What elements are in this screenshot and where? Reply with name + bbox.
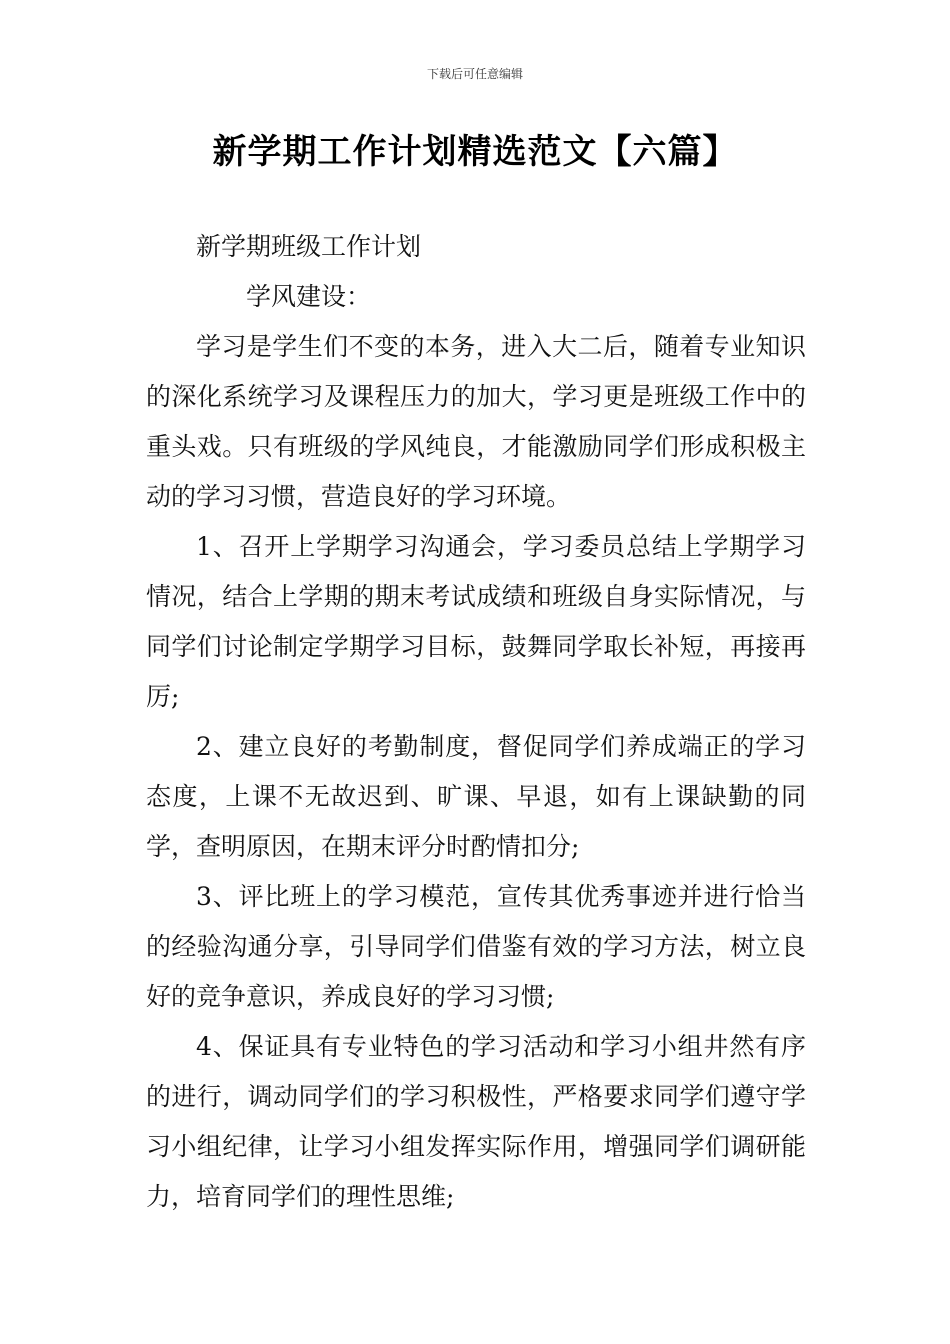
header-note: 下载后可任意编辑	[426, 67, 523, 81]
subtitle: 新学期班级工作计划	[196, 232, 422, 261]
section-heading: 学风建设：	[246, 282, 372, 311]
paragraph: 2、建立良好的考勤制度，督促同学们养成端正的学习态度，上课不无故迟到、旷课、早退，如有上课缺勤的同学，查明原因，在期末评分时酌情扣分;	[146, 732, 806, 861]
document-title: 新学期工作计划精选范文【六篇】	[212, 132, 738, 172]
document-body	[146, 222, 806, 1222]
paragraph: 学习是学生们不变的本务，进入大二后，随着专业知识的深化系统学习及课程压力的加大，学习更是班级工作中的重头戏。只有班级的学风纯良，才能激励同学们形成积极主动的学习习惯，营造良好的学习环境。	[146, 332, 806, 511]
paragraph: 1、召开上学期学习沟通会，学习委员总结上学期学习情况，结合上学期的期末考试成绩和班级自身实际情况，与同学们讨论制定学期学习目标，鼓舞同学取长补短，再接再厉;	[146, 532, 806, 711]
paragraph: 4、保证具有专业特色的学习活动和学习小组井然有序的进行，调动同学们的学习积极性，严格要求同学们遵守学习小组纪律，让学习小组发挥实际作用，增强同学们调研能力，培育同学们的理性思维;	[146, 1032, 806, 1211]
paragraph: 3、评比班上的学习模范，宣传其优秀事迹并进行恰当的经验沟通分享，引导同学们借鉴有效的学习方法，树立良好的竞争意识，养成良好的学习习惯;	[146, 882, 806, 1011]
